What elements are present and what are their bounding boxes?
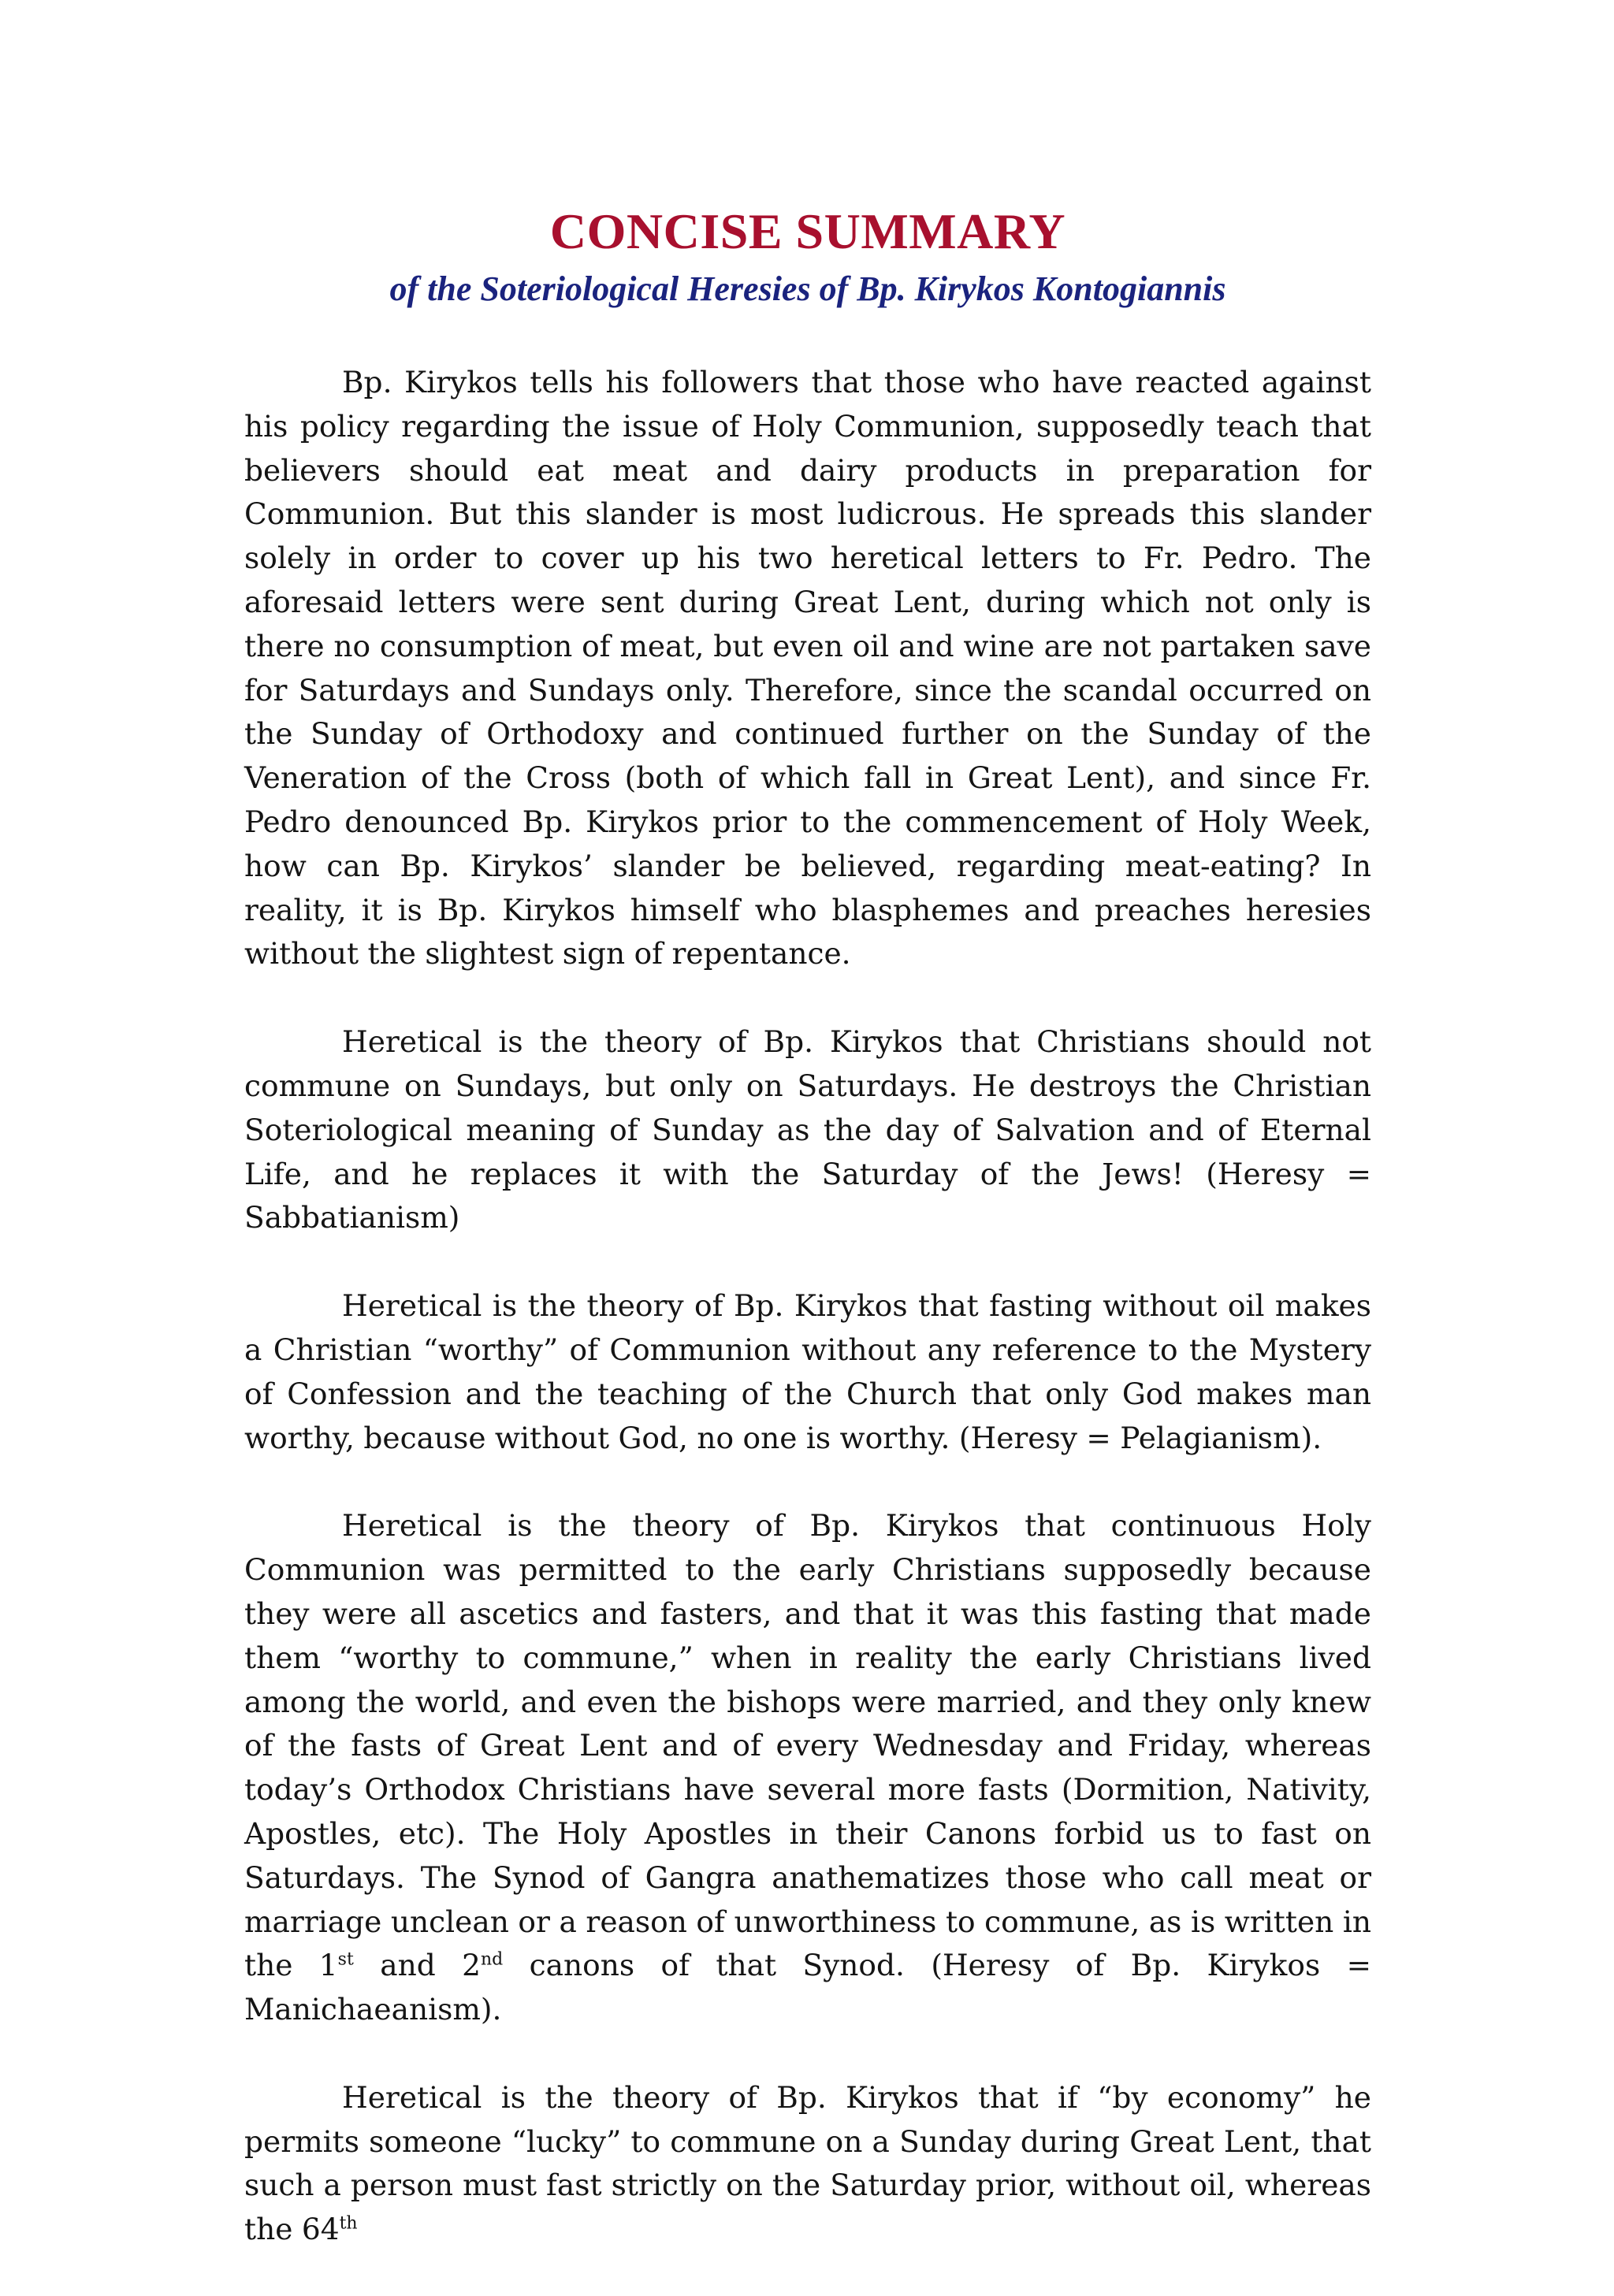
paragraph-sabbatianism: Heretical is the theory of Bp. Kirykos that Christians should not commune on Sundays, but only on Saturdays. He destroys the Christian Soteriological meaning of Sunday as the day of Salvation and of Eternal Life, and he replaces it with the Saturday of the Jews! (Heresy = Sabbatianism) [244, 1024, 1371, 1235]
document-title: CONCISE SUMMARY [549, 203, 1066, 259]
paragraph-text: and 2 [353, 1948, 481, 1983]
document-page [244, 199, 1371, 2296]
paragraph-text: canons of that Synod. (Heresy of Bp. Kirykos = Manichaeanism). [244, 1948, 1371, 2027]
paragraph-text: Heretical is the theory of Bp. Kirykos that if “by economy” he permits someone “lucky” to commune on a Sunday during Great Lent, that such a person must fast strictly on the Saturday prior, without oil, whereas the 64 [244, 2079, 1371, 2247]
ordinal-suffix: th [339, 2213, 358, 2234]
paragraph-slander: Bp. Kirykos tells his followers that those who have reacted against his policy regarding the issue of Holy Communion, supposedly teach that believers should eat meat and dairy products in preparation for Communion. But this slander is most ludicrous. He spreads this slander solely in order to cover up his two heretical letters to Fr. Pedro. The aforesaid letters were sent during Great Lent, during which not only is there no consumption of meat, but even oil and wine are not partaken save for Saturdays and Sundays only. Therefore, since the scandal occurred on the Sunday of Orthodoxy and continued further on the Sunday of the Veneration of the Cross (both of which fall in Great Lent), and since Fr. Pedro denounced Bp. Kirykos prior to the commencement of Holy Week, how can Bp. Kirykos’ slander be believed, regarding meat-eating? In reality, it is Bp. Kirykos himself who blasphemes and preaches heresies without the slightest sign of repentance. [244, 365, 1371, 972]
paragraph-text: Heretical is the theory of Bp. Kirykos that continuous Holy Communion was permitted to the early Christians supposedly because they were all ascetics and fasters, and that it was this fasting that made them “worthy to commune,” when in reality the early Christians lived among the world, and even the bishops were married, and they only knew of the fasts of Great Lent and of every Wednesday and Friday, whereas today’s Orthodox Christians have several more fasts (Dormition, Nativity, Apostles, etc). The Holy Apostles in their Canons forbid us to fast on Saturdays. The Synod of Gangra anathematizes those who call meat or marriage unclean or a reason of unworthiness to commune, as is written in the 1 [244, 1508, 1371, 1983]
paragraph-economy [244, 2076, 1371, 2252]
paragraph-manichaeanism [244, 1504, 1371, 2032]
document-subtitle: of the Soteriological Heresies of Bp. Kirykos Kontogiannis [389, 269, 1226, 308]
ordinal-suffix: st [337, 1949, 354, 1970]
paragraph-pelagianism: Heretical is the theory of Bp. Kirykos that fasting without oil makes a Christian “worthy” of Communion without any reference to the Mystery of Confession and the teaching of the Church that only God makes man worthy, because without God, no one is worthy. (Heresy = Pelagianism). [244, 1288, 1371, 1455]
ordinal-suffix: nd [480, 1949, 504, 1970]
